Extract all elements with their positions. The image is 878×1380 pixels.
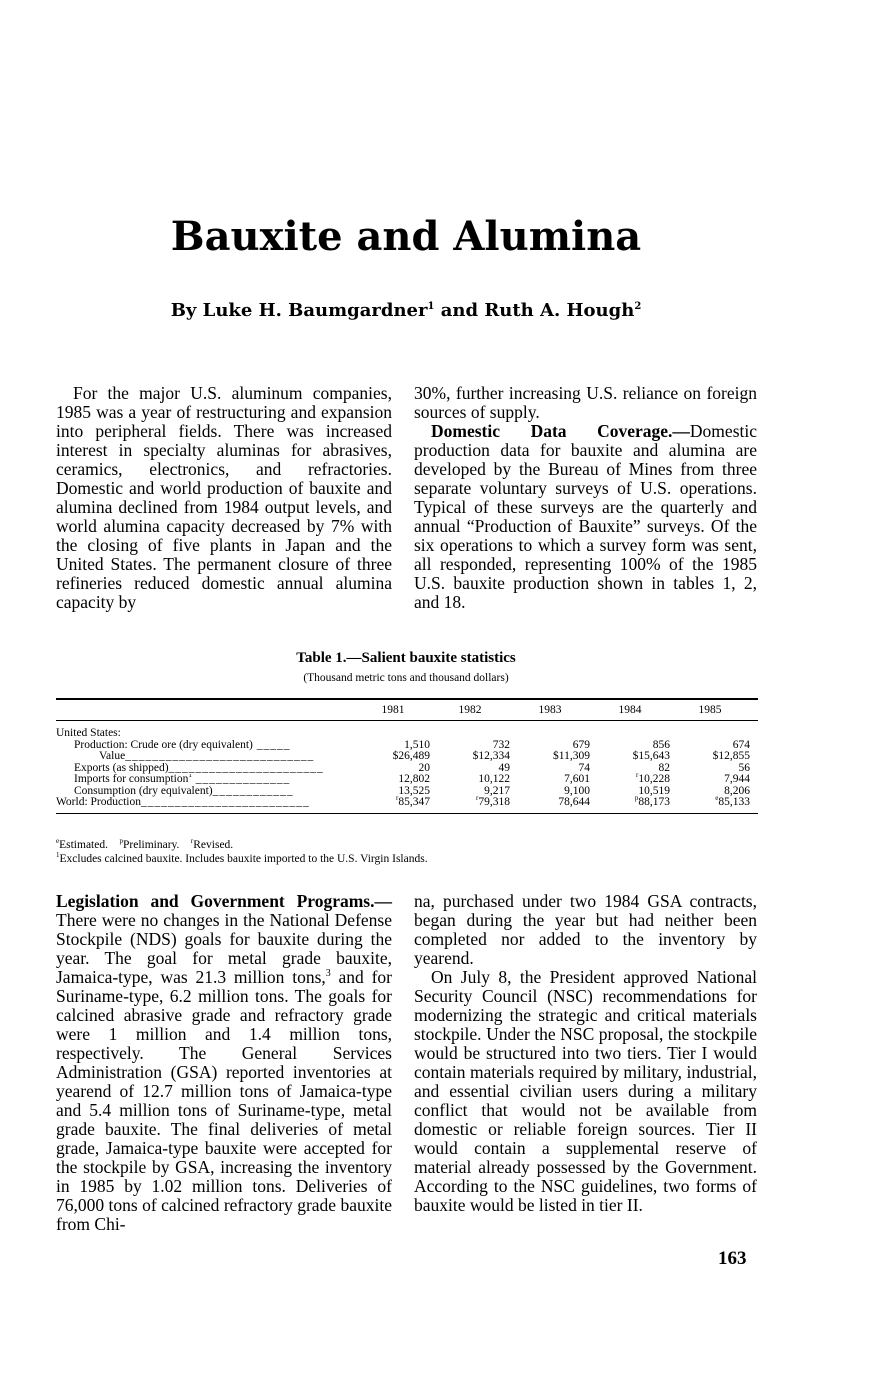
legislation-paragraph bbox=[56, 892, 392, 1234]
intro-paragraph-continued: 30%, further increasing U.S. reliance on foreign sources of supply. bbox=[414, 383, 757, 422]
cell-value: 20 bbox=[418, 761, 430, 774]
cell-value: 13,525 bbox=[398, 784, 430, 797]
body-column-right bbox=[414, 892, 757, 1215]
header-year: 1984 bbox=[618, 704, 642, 716]
cell-value: 732 bbox=[492, 738, 510, 751]
section-heading-domestic-data: Domestic Data Coverage.— bbox=[431, 421, 690, 441]
leader-dots: ____________ bbox=[212, 785, 294, 797]
table-cell bbox=[670, 794, 750, 809]
row-label bbox=[56, 797, 356, 809]
row-label-text: Production: Crude ore (dry equivalent) bbox=[74, 739, 253, 751]
page-number: 163 bbox=[718, 1248, 747, 1269]
table-cell bbox=[356, 794, 430, 809]
legislation-text-a: There were no changes in the National Defense Stockpile (NDS) goals for bauxite during the year. The goal for metal grade bauxite, Jamaica-type, was 21.3 million tons, bbox=[56, 910, 392, 987]
table-body bbox=[56, 740, 758, 809]
section-label-united-states: United States: bbox=[56, 728, 121, 739]
byline-footnote-2: 2 bbox=[634, 301, 642, 312]
footnote-mark-p: p bbox=[119, 837, 123, 846]
footnote-mark-1: 1 bbox=[56, 851, 60, 860]
byline-author-2: and Ruth A. Hough bbox=[434, 300, 635, 321]
section-heading-legislation: Legislation and Government Programs.— bbox=[56, 891, 392, 911]
row-label-text: Value bbox=[99, 751, 126, 762]
header-year: 1981 bbox=[381, 704, 405, 716]
cell-value: 56 bbox=[738, 761, 750, 774]
table-row bbox=[56, 794, 758, 809]
cell-value: 74 bbox=[578, 761, 590, 774]
cell-value: 12,802 bbox=[398, 773, 430, 785]
cell-value: 9,217 bbox=[484, 784, 510, 797]
cell-value: 79,318 bbox=[478, 796, 510, 808]
intro-column-right bbox=[414, 384, 757, 612]
table-cell bbox=[510, 797, 590, 809]
leader-dots: ______________ bbox=[191, 774, 291, 785]
byline bbox=[0, 300, 812, 321]
row-label bbox=[56, 763, 356, 775]
cell-value: $11,309 bbox=[553, 750, 590, 762]
cell-value: $26,489 bbox=[392, 750, 430, 762]
row-label-text: Exports (as shipped) bbox=[74, 762, 169, 774]
cell-value: 856 bbox=[652, 738, 670, 751]
byline-author-1: By Luke H. Baumgardner bbox=[170, 300, 428, 321]
footnote-revised: Revised. bbox=[193, 839, 234, 851]
cell-value: $15,643 bbox=[632, 750, 670, 762]
row-label bbox=[56, 786, 356, 798]
cell-value: 88,173 bbox=[638, 796, 670, 808]
cell-value: 85,133 bbox=[718, 796, 750, 808]
leader-dots: ____________________________ bbox=[125, 751, 315, 762]
footnote-marks-line bbox=[56, 838, 758, 852]
leader-dots: _________________________ bbox=[141, 797, 310, 808]
leader-dots: _____ bbox=[252, 739, 291, 751]
cell-value: 7,601 bbox=[564, 773, 590, 785]
table-header-row bbox=[56, 700, 758, 720]
row-label bbox=[56, 774, 356, 786]
footnote-preliminary: Preliminary. bbox=[122, 839, 180, 851]
table-subtitle: (Thousand metric tons and thousand dollars) bbox=[303, 672, 509, 684]
cell-value: 10,228 bbox=[638, 773, 670, 785]
table-cell bbox=[590, 794, 670, 809]
cell-value: 9,100 bbox=[564, 784, 590, 797]
table-cell bbox=[430, 794, 510, 809]
salient-statistics-table bbox=[56, 698, 758, 814]
article-title: Bauxite and Alumina bbox=[170, 213, 642, 260]
footnote-ref-3: 3 bbox=[325, 968, 331, 980]
cell-value: 82 bbox=[658, 761, 670, 774]
row-label-text: World: Production bbox=[56, 797, 141, 808]
cell-value: 78,644 bbox=[558, 796, 590, 808]
cell-value: 679 bbox=[572, 738, 590, 751]
cell-value: 674 bbox=[732, 738, 750, 751]
cell-mark: r bbox=[396, 794, 399, 803]
row-footnote-ref: 1 bbox=[188, 774, 192, 780]
table-row bbox=[56, 751, 758, 763]
footnote-mark-e: e bbox=[56, 837, 60, 846]
row-label bbox=[56, 740, 356, 752]
cell-mark: r bbox=[476, 794, 479, 803]
cell-value: $12,855 bbox=[712, 750, 750, 762]
legislation-text-b: and for Suriname-type, 6.2 million tons. The goals for calcined abrasive grade and refractory grade were 1 million and 1.4 million tons, respectively. The General Services Administration (GSA) reported inventories at yearend of 12.7 million tons of Jamaica-type and 5.4 million tons of Suriname-type, metal grade bauxite. The final deliveries of metal grade, Jamaica-type bauxite were accepted for the stockpile by GSA, increasing the inventory in 1985 by 1.02 million tons. Deliveries of 76,000 tons of calcined refractory grade bauxite from Chi- bbox=[56, 967, 392, 1234]
header-year: 1982 bbox=[458, 704, 482, 716]
table-bottom-rule bbox=[56, 813, 758, 814]
cell-value: 8,206 bbox=[724, 784, 750, 797]
cell-value: 49 bbox=[498, 761, 510, 774]
domestic-data-text: Domestic production data for bauxite and alumina are developed by the Bureau of Mines from three separate voluntary surveys of U.S. operations. Typical of these surveys are the quarterly and annual “Production of Bauxite” surveys. Of the six operations to which a survey form was sent, all responded, representing 100% of the 1985 U.S. bauxite production shown in tables 1, 2, and 18. bbox=[414, 421, 757, 612]
intro-paragraph: For the major U.S. aluminum companies, 1985 was a year of restructuring and expansion into peripheral fields. There was increased interest in specialty aluminas for abrasives, ceramics, electronics, and refractories. Domestic and world production of bauxite and alumina declined from 1984 output levels, and world alumina capacity decreased by 7% with the closing of five plants in Japan and the United States. The permanent closure of three refineries reduced domestic annual alumina capacity by bbox=[56, 383, 392, 612]
cell-value: 85,347 bbox=[398, 796, 430, 808]
header-year: 1983 bbox=[538, 704, 562, 716]
legislation-paragraph-continued: na, purchased under two 1984 GSA contracts, began during the year but had neither been completed nor added to the inventory by yearend. bbox=[414, 891, 757, 968]
header-year: 1985 bbox=[698, 704, 722, 716]
nsc-paragraph: On July 8, the President approved National Security Council (NSC) recommendations for modernizing the strategic and critical materials stockpile. Under the NSC proposal, the stockpile would be structured into two tiers. Tier I would contain materials required by military, industrial, and essential civilian users during a military conflict that would not be available from domestic or reliable foreign sources. Tier II would contain a supplemental reserve of material already possessed by the Government. According to the NSC guidelines, two forms of bauxite would be listed in tier II. bbox=[414, 967, 757, 1215]
table-footnotes bbox=[56, 838, 758, 866]
cell-value: 10,122 bbox=[478, 773, 510, 785]
cell-value: $12,334 bbox=[472, 750, 510, 762]
footnote-1-line bbox=[56, 852, 758, 866]
cell-value: 1,510 bbox=[404, 738, 430, 751]
intro-column-left bbox=[56, 384, 392, 612]
leader-dots: _______________________ bbox=[168, 762, 324, 774]
row-label-text: Imports for consumption bbox=[74, 774, 189, 785]
footnote-1-text: Excludes calcined bauxite. Includes bauxite imported to the U.S. Virgin Islands. bbox=[59, 853, 428, 865]
row-label-text: Consumption (dry equivalent) bbox=[74, 785, 213, 797]
row-label bbox=[56, 751, 356, 763]
byline-footnote-1: 1 bbox=[427, 301, 435, 312]
footnote-estimated: Estimated. bbox=[59, 839, 108, 851]
cell-value: 7,944 bbox=[724, 773, 750, 785]
cell-mark: e bbox=[715, 794, 719, 803]
cell-mark: p bbox=[634, 794, 639, 803]
table-title: Table 1.—Salient bauxite statistics bbox=[296, 650, 516, 666]
cell-mark: r bbox=[636, 771, 639, 780]
body-column-left bbox=[56, 892, 392, 1234]
cell-value: 10,519 bbox=[638, 784, 670, 797]
domestic-data-coverage-paragraph bbox=[414, 422, 757, 612]
footnote-mark-r: r bbox=[190, 837, 194, 846]
